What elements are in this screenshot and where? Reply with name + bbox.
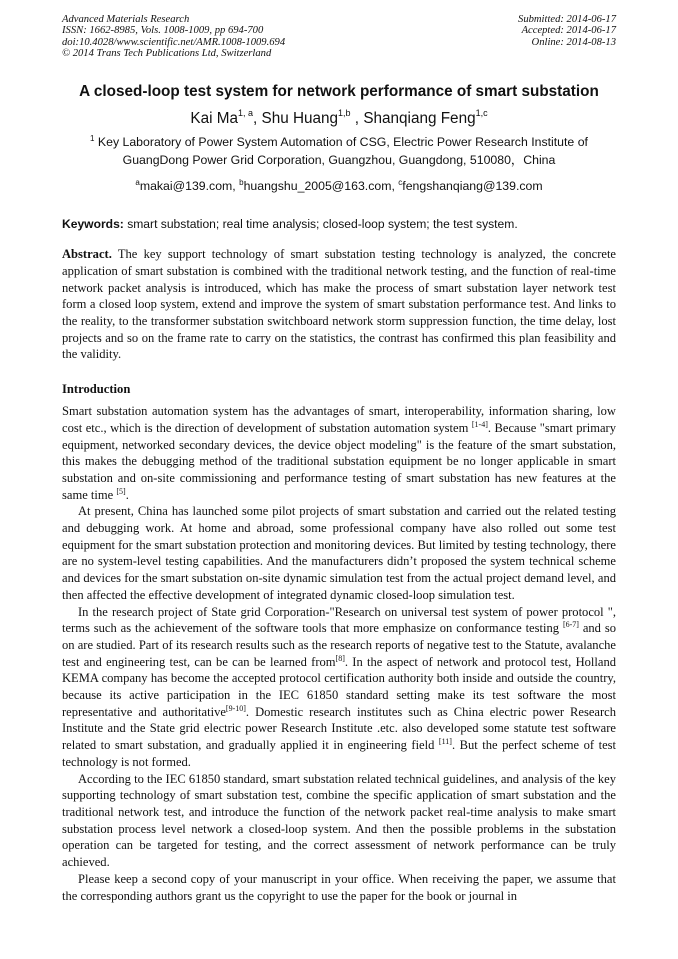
publication-dates xyxy=(518,14,616,59)
citation: [9-10] xyxy=(225,703,246,713)
online-date: Online: 2014-08-13 xyxy=(531,36,616,48)
author-emails xyxy=(62,179,616,193)
keywords xyxy=(62,217,616,231)
accepted-date: Accepted: 2014-06-17 xyxy=(521,25,616,37)
citation: [5] xyxy=(116,486,126,496)
citation: [8] xyxy=(335,653,345,663)
author-name: Kai Ma xyxy=(190,110,238,128)
abstract xyxy=(62,246,616,363)
author-superscript: 1, a xyxy=(237,108,253,119)
journal-doi: doi:10.4028/www.scientific.net/AMR.1008-1009.694 xyxy=(62,36,286,48)
section-heading-introduction: Introduction xyxy=(62,382,131,397)
author-list xyxy=(62,110,616,128)
journal-header xyxy=(62,14,616,59)
author-superscript: 1,c xyxy=(475,108,488,119)
email-superscript: a xyxy=(135,178,140,188)
author-superscript: 1,b xyxy=(338,108,351,119)
paragraph: According to the IEC 61850 standard, smart substation related technical guidelines, and analysis of the key supporting technology of smart substation test, combine the specific application of smart substation and the traditional network test, and introduce the function of the network packet real-time analysis to make smart substation process level network a closed-loop system. And then the possible problems in the substation operation can be targeted for testing, and the correct assessment of network performance can be truly achieved. xyxy=(62,771,616,870)
author-separator: , xyxy=(350,110,364,128)
author-name: Shanqiang Feng xyxy=(363,110,476,128)
affiliation-superscript: 1 xyxy=(90,134,95,144)
email-superscript: c xyxy=(398,178,403,188)
paragraph: Smart substation automation system has the advantages of smart, interoperability, information sharing, low cost etc., which is the direction of development of substation automation system [1-4]. Because "smart primary equipment, networked secondary devices, the device object modeling" is the feature of the smart substation, this makes the debugging method of the traditional substation equipment be no longer applicable in smart substation and on-site commissioning and performance testing of smart substation has new features at the same time [5]. xyxy=(62,404,617,502)
email-address: huangshu_2005@163.com, xyxy=(243,179,399,194)
keywords-label: Keywords: xyxy=(62,217,124,232)
paragraph: Please keep a second copy of your manuscript in your office. When receiving the paper, we assume that the corresponding authors grant us the copyright to use the paper for the book or journal in xyxy=(62,871,616,903)
citation: [6-7] xyxy=(562,620,579,630)
citation: [1-4] xyxy=(471,419,488,429)
paragraph: In the research project of State grid Corporation-"Research on universal test system of power protocol ", terms such as the achievement of the software tools that more emphasize on conformance testing [6-7] and so on are studied. Part of its research results such as the research reports of negative test to the Statute, avalanche test and engineering test, can be can be learned from[8]. In the aspect of network and protocol test, Holland KEMA company has become the accepted protocol certification authority both inside and outside the country, because its active participation in the IEC 61850 standard setting make its test software the most representative and authoritative[9-10]. Domestic research institutes such as China electric power Research Institute and the State grid electric power Research Institute .etc. also developed some statute test software related to smart substation, and gradually applied it in engineering field [11]. But the perfect scheme of test technology is not formed. xyxy=(62,604,617,769)
affiliation-line: $^1$ Key Laboratory of Power System Automation of CSG, Electric Power Research Institute of xyxy=(90,134,588,150)
paragraph: At present, China has launched some pilot projects of smart substation and carried out the related testing and debugging work. At home and abroad, some professional company have also rolled out some test equipment for the smart substation protection and monitoring devices. But limited by testing technology, there are no system-level testing capabilities. And the manufacturers didn’t proposed the system technical scheme and devices for the smart substation on-site dynamic simulation test from the actual project demand level, and then affected the effective development of integrated dynamic closed-loop simulation test. xyxy=(62,504,616,602)
affiliation-line: GuangDong Power Grid Corporation, Guangzhou, Guangdong, 510080，China xyxy=(122,152,556,167)
email-address: fengshanqiang@139.com xyxy=(402,179,543,194)
journal-name: Advanced Materials Research xyxy=(62,14,190,25)
email-superscript: b xyxy=(239,178,244,188)
email-address: makai@139.com, xyxy=(139,179,240,194)
paper-title: A closed-loop test system for network performance of smart substation xyxy=(79,83,599,101)
journal-issn: ISSN: 1662-8985, Vols. 1008-1009, pp 694-700 xyxy=(62,25,264,37)
journal-copyright: © 2014 Trans Tech Publications Ltd, Switzerland xyxy=(62,47,272,59)
author-separator: , xyxy=(253,110,262,128)
submitted-date: Submitted: 2014-06-17 xyxy=(518,14,616,25)
abstract-label: Abstract. xyxy=(62,247,112,262)
affiliation xyxy=(62,134,616,169)
author-name: Shu Huang xyxy=(261,110,339,128)
citation: [11] xyxy=(438,737,452,747)
keywords-text: smart substation; real time analysis; closed-loop system; the test system. xyxy=(123,217,518,232)
abstract-text: The key support technology of smart substation testing technology is analyzed, the concrete application of smart substation is combined with the traditional network testing, and the function of real-time network packet analysis is introduced, which has make the process of smart substation layer network test form a closed loop system, extend and improve the system of smart substation performance test. And links to the reality, to the transformer substation switchboard network storm suppression function, the time delay, lost projects and so on the frame rate to carry on the statistics, the contrast has confirmed this plan feasibility and the validity. xyxy=(62,247,616,362)
journal-info xyxy=(62,14,285,59)
